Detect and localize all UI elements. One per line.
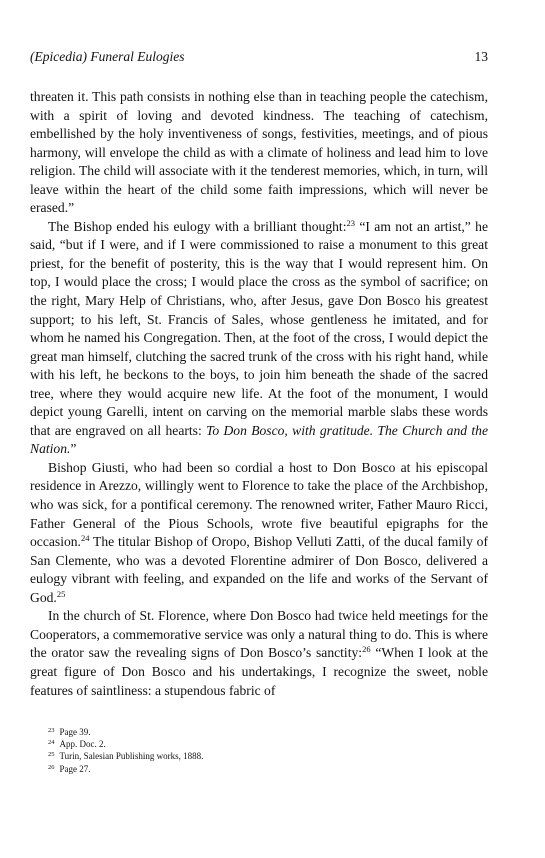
running-header: [30, 48, 488, 66]
footnote-text: Turin, Salesian Publishing works, 1888.: [59, 751, 204, 762]
running-title: (Epicedia) Funeral Eulogies: [30, 49, 185, 64]
footnote-ref-25: 25: [56, 588, 66, 599]
paragraph-3-text-b: The titular Bishop of Oropo, Bishop Velluti Zatti, of the ducal family of San Clemente, who was a devoted Florentine admirer of Don Bosco, delivered a eulogy vibrant with feeling, and expanded on the life and works of the Servant of God.: [30, 534, 488, 605]
paragraph-3: [30, 459, 488, 607]
paragraph-4-text-a: In the church of St. Florence, where Don Bosco had twice held meetings for the Cooperators, a commemorative service was only a natural thing to do. This is where the orator saw the revealing signs of Don Bosco’s sanctity:: [30, 608, 488, 661]
footnote-text: Page 39.: [59, 727, 91, 738]
footnote-ref-23: 23: [346, 217, 355, 228]
footnote-item: [48, 763, 488, 775]
footnote-item: [48, 738, 488, 750]
book-page: [30, 48, 488, 775]
paragraph-2-end: ”: [70, 441, 77, 457]
paragraph-4-text-b: “When I look at the great figure of Don Bosco and his undertakings, I recognize the sweet, noble features of saintliness: a stupendous fabric of: [30, 645, 488, 698]
paragraph-2-text-b: “I am not an artist,” he said, “but if I were, and if I were commissioned to raise a monument to this great priest, for the benefit of posterity, this is the way that I would represent him. On top, I would place the cross; I would place the cross as the symbol of sacrifice; on the right, Mary Help of Christians, who, after Jesus, gave Don Bosco his greatest support; to his left, St. Francis of Sales, whose gentleness he imitated, and for whom he named his Congregation. Then, at the foot of the cross, I would depict the great man himself, clutching the sacred trunk of the cross with his right hand, while with his left, he beckons to the boys, to join him beneath the shade of the sacred tree, where they would acquire new life. At the foot of the monument, I would depict young Garelli, intent on carving on the memorial marble slabs these words that are engraved on all hearts:: [30, 218, 488, 438]
footnote-number: 24: [48, 739, 55, 747]
paragraph-2: [30, 218, 488, 459]
footnote-number: 23: [48, 727, 55, 735]
footnote-text: App. Doc. 2.: [59, 739, 106, 750]
footnote-number: 25: [48, 751, 55, 759]
paragraph-2-text-a: The Bishop ended his eulogy with a brilliant thought:: [48, 218, 347, 234]
paragraph-3-text-a: Bishop Giusti, who had been so cordial a host to Don Bosco at his episcopal residence in Arezzo, willingly went to Florence to take the place of the Archbishop, who was sick, for a pontifical ceremony. The renowned writer, Father Mauro Ricci, Father General of the Pious Schools, wrote five beautiful epigraphs for the occasion.: [30, 459, 488, 550]
page-number: 13: [474, 49, 488, 64]
footnote-item: [48, 726, 488, 738]
footnote-ref-26: 26: [362, 644, 371, 655]
footnote-text: Page 27.: [59, 763, 91, 774]
footnotes: [30, 726, 488, 775]
main-text: [30, 88, 488, 700]
paragraph-2-italic: To Don Bosco, with gratitude. The Church and the Nation.: [30, 422, 488, 457]
footnote-ref-24: 24: [80, 533, 90, 544]
paragraph-4: [30, 607, 488, 700]
footnote-item: [48, 750, 488, 762]
footnote-number: 26: [48, 763, 55, 771]
paragraph-1: threaten it. This path consists in nothing else than in teaching people the catechism, with a spirit of loving and devoted kindness. The teaching of catechism, embellished by the holy inventiveness of songs, festivities, meetings, and of pious harmony, will envelope the child as with a climate of holiness and lead him to love religion. The child will associate with it the tenderest memories, which, in turn, will leave within the heart of the child some faith impressions, which will never be erased.”: [30, 89, 488, 216]
